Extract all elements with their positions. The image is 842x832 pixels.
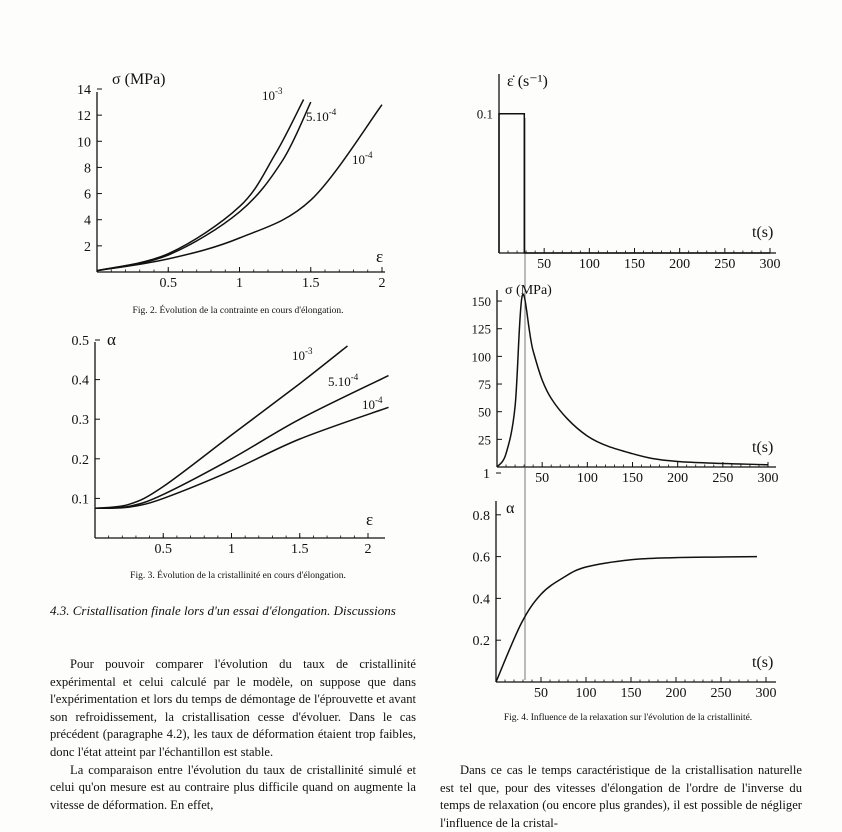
fig2-caption: Fig. 2. Évolution de la contrainte en cours d'élongation. xyxy=(132,306,344,316)
fig4-mid-xtick-label: 250 xyxy=(712,471,734,486)
fig4-mid-xtick-label: 300 xyxy=(757,471,779,486)
fig4-bot-xtick-label: 100 xyxy=(575,686,597,701)
fig4-mid-xlabel: t(s) xyxy=(752,439,774,456)
fig4-bot-xtick-label: 50 xyxy=(534,686,548,701)
fig2-ytick-label: 4 xyxy=(84,213,91,229)
fig2-ytick-label: 2 xyxy=(84,239,91,255)
fig2-curve-label-1e-3: $10^{-3}$ xyxy=(262,86,283,103)
fig4-bot-xtick-label: 150 xyxy=(620,686,642,701)
fig3-xtick-label: 1 xyxy=(228,542,235,557)
fig4-top-xtick-label: 50 xyxy=(537,257,552,272)
fig4-bot-ylabel: α xyxy=(506,500,515,517)
fig4-bot-ytick-label: 1 xyxy=(483,467,490,482)
fig2-xtick-label: 1 xyxy=(236,276,243,291)
fig2-ytick-label: 12 xyxy=(77,109,91,125)
fig4-mid-xtick-label: 200 xyxy=(667,471,689,486)
fig4-mid-ytick-label: 25 xyxy=(478,432,491,448)
fig4-mid-ytick-label: 125 xyxy=(471,321,491,337)
fig4-mid-ytick-label: 100 xyxy=(471,349,491,365)
fig4-bot-ytick-label: 0.6 xyxy=(472,550,490,566)
fig3-ytick-label: 0.4 xyxy=(71,373,89,389)
fig2-ytick-label: 8 xyxy=(84,161,91,177)
fig4-curves xyxy=(496,114,770,682)
left-paragraph-1: Pour pouvoir comparer l'évolution du taux de cristallinité expérimental et celui calculé par le modèle, on suppose que dans l'expérimentation et lors du temps de démontage de l'éprouvette et avant son refroidissement, la cristallisation cesse d'évoluer. Dans le cas précédent (paragraphe 4.2), les taux de déformation étaient trop faibles, donc l'état atteint par l'échantillon est stable. xyxy=(50,657,416,759)
fig3-caption: Fig. 3. Évolution de la cristallinité en cours d'élongation. xyxy=(130,571,346,581)
fig4-top-xtick-label: 300 xyxy=(759,257,781,272)
fig4-axes xyxy=(496,74,776,682)
fig3-ytick-label: 0.1 xyxy=(71,492,89,508)
fig2-ytick-label: 6 xyxy=(84,187,91,203)
fig4-bot-xlabel: t(s) xyxy=(752,654,774,671)
fig4-top-ylabel: ε̇ (s⁻¹) xyxy=(507,73,548,90)
section-heading: 4.3. Cristallisation finale lors d'un essai d'élongation. Discussions xyxy=(50,603,396,618)
fig3-xtick-label: 1.5 xyxy=(291,542,309,557)
fig4-mid-ytick-label: 75 xyxy=(478,377,491,393)
fig4-top-xtick-label: 150 xyxy=(624,257,645,272)
fig2-ytick-label: 10 xyxy=(77,135,91,151)
fig3-ytick-label: 0.5 xyxy=(71,334,89,349)
fig4-top-xlabel: t(s) xyxy=(752,224,774,241)
fig2-xtick-label: 1.5 xyxy=(302,276,320,291)
fig4-mid-xtick-label: 100 xyxy=(576,471,598,486)
fig2-curve-label-5e-4: $5.10^{-4}$ xyxy=(306,107,337,124)
fig4-bot-ytick-label: 0.8 xyxy=(472,508,490,524)
fig2-ylabel: σ (MPa) xyxy=(112,71,166,88)
fig2-xtick-label: 0.5 xyxy=(159,276,177,291)
fig4-mid-ytick-label: 150 xyxy=(471,294,491,310)
fig4-mid-xtick-label: 50 xyxy=(535,471,550,486)
fig4-crystallinity-series xyxy=(496,557,757,682)
left-column-text xyxy=(50,656,416,814)
fig4-top-xtick-label: 200 xyxy=(669,257,691,272)
fig4-top-xtick-label: 250 xyxy=(714,257,736,272)
fig4-bot-xtick-label: 300 xyxy=(755,686,777,701)
fig3-curve-label-1e-3: $10^{-3}$ xyxy=(292,346,313,363)
fig2-ytick-label: 14 xyxy=(77,83,91,98)
fig3-ylabel: α xyxy=(107,330,116,349)
fig4-ticks xyxy=(472,107,781,701)
right-column-text xyxy=(440,762,802,832)
fig4-bot-ytick-label: 0.2 xyxy=(472,634,490,650)
fig2-xlabel: ε xyxy=(376,247,384,266)
fig2-curve-label-1e-4: $10^{-4}$ xyxy=(352,150,373,167)
fig3-xtick-label: 0.5 xyxy=(154,542,172,557)
fig4-caption: Fig. 4. Influence de la relaxation sur l'évolution de la cristallinité. xyxy=(503,713,753,723)
fig4-mid-xtick-label: 150 xyxy=(622,471,643,486)
fig4-bot-xtick-label: 250 xyxy=(710,686,732,701)
fig4-mid-ylabel: σ (MPa) xyxy=(505,283,552,298)
left-paragraph-2: La comparaison entre l'évolution du taux de cristallinité simulé et celui qu'on mesure est au contraire plus difficile quand on augmente la vitesse de déformation. En effet, xyxy=(50,762,416,812)
fig3-curve-label-5e-4: $5.10^{-4}$ xyxy=(328,372,359,389)
fig4-strain-rate-series xyxy=(499,114,770,253)
fig3-ytick-label: 0.2 xyxy=(71,452,89,468)
fig4-top-xtick-label: 100 xyxy=(578,257,600,272)
fig3-ytick-label: 0.3 xyxy=(71,413,89,429)
right-paragraph-1: Dans ce cas le temps caractéristique de la cristallisation naturelle est tel que, pour des vitesses d'élongation de l'ordre de l'inverse du temps de relaxation (ou encore plus grandes), il est possible de négliger l'influence de la cristal- xyxy=(440,763,802,830)
fig3-xlabel: ε xyxy=(366,510,374,529)
fig3-curve-label-1e-4: $10^{-4}$ xyxy=(362,395,383,412)
fig4-stress-series xyxy=(497,294,768,467)
fig4-bot-ytick-label: 0.4 xyxy=(472,592,490,608)
fig4-bot-xtick-label: 200 xyxy=(665,686,687,701)
fig2-xtick-label: 2 xyxy=(378,276,386,291)
fig4-mid-ytick-label: 50 xyxy=(478,404,491,420)
fig4-top-ytick-label: 0.1 xyxy=(476,106,493,122)
fig3-xtick-label: 2 xyxy=(364,542,372,557)
